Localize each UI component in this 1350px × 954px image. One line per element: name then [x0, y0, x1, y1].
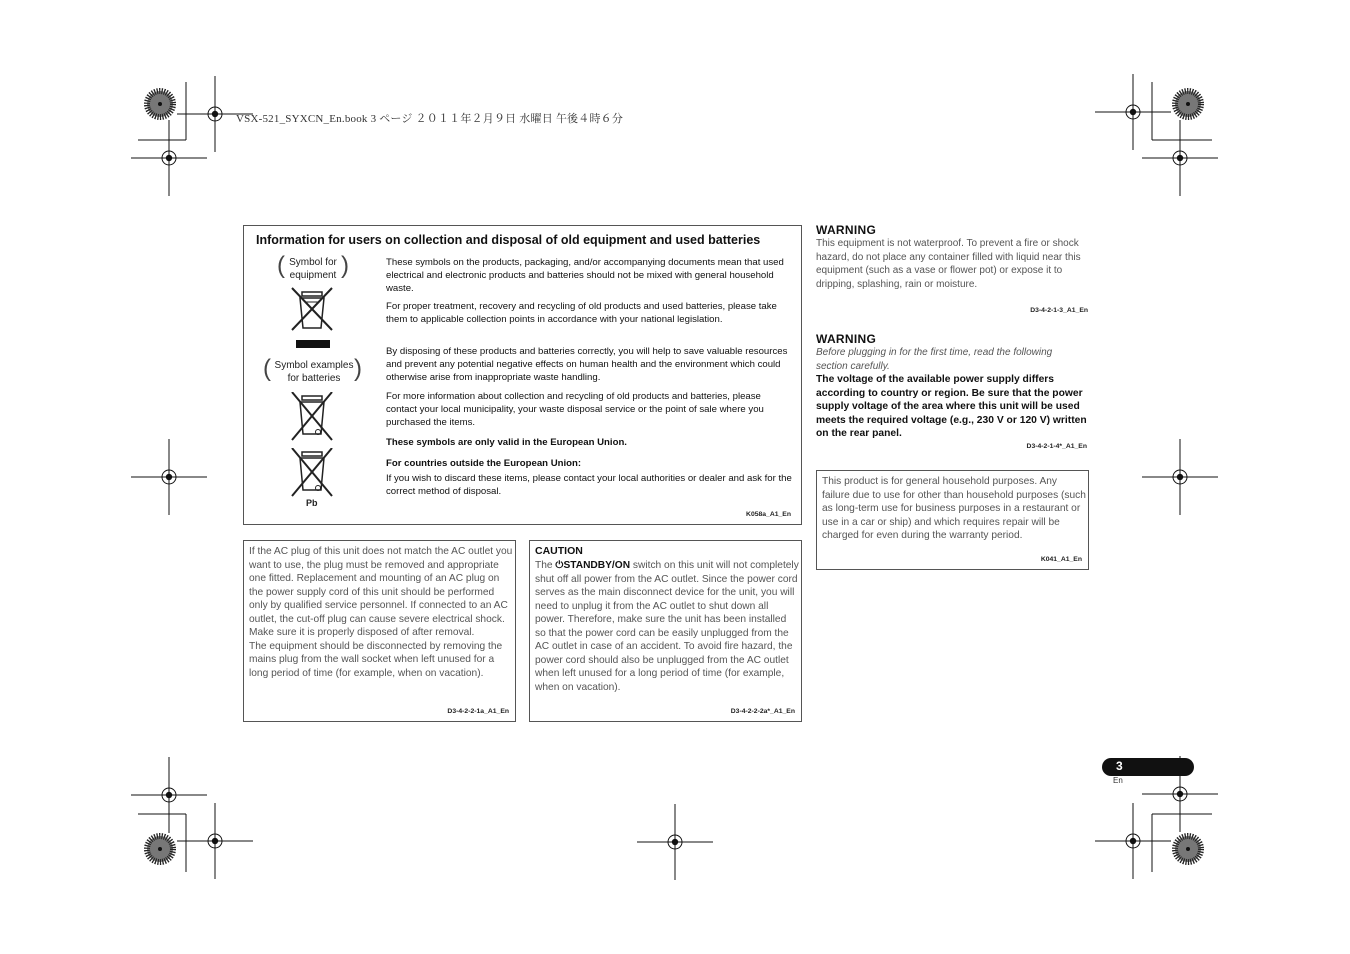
- general-purpose-box: [816, 470, 1089, 570]
- warning-2-heading: WARNING: [816, 332, 877, 346]
- paren-left: (: [277, 252, 285, 279]
- warning-1-text: This equipment is not waterproof. To prevent a fire or shock hazard, do not place any container filled with liquid near this equipment (such as a vase or flower pot) or expose it to dripping, splashing, rain or moisture.: [816, 238, 1081, 290]
- ac-plug-ref: D3-4-2-2-1a_A1_En: [447, 708, 509, 715]
- paren-left-2: (: [263, 355, 271, 382]
- symbol-equipment-label-line2: equipment: [289, 269, 337, 281]
- eu-only-text: These symbols are only valid in the European Union.: [386, 437, 627, 448]
- caution-ref: D3-4-2-2-2a*_A1_En: [730, 708, 795, 715]
- outside-eu-heading-text: For countries outside the European Union:: [386, 458, 582, 469]
- caution-body: switch on this unit will not completely shut off all power from the AC outlet. Since the power cord serves as the main disconnect device for the unit, you will need to unplug it from the AC outlet to shut down all power. Therefore, make sure the unit has been installed so that the power cord can be easily unplugged from the AC outlet in case of an accident. To avoid fire hazard, the power cord should also be unplugged from the AC outlet when left unused for a long period of time (for example, when on vacation).: [535, 560, 799, 693]
- caution-box: [529, 540, 802, 722]
- symbol-batteries-label-line2: for batteries: [287, 372, 341, 384]
- ac-plug-text-2: The equipment should be disconnected by removing the mains plug from the wall socket when left unused for a long period of time (for example, when on vacation).: [249, 640, 503, 679]
- warning-2-ref: D3-4-2-1-4*_A1_En: [1026, 443, 1087, 450]
- disposal-paragraph-1: [386, 257, 794, 295]
- paren-right-2: ): [354, 355, 362, 382]
- outside-eu-heading: [386, 458, 794, 471]
- warning-2-intro: Before plugging in for the first time, read the following section carefully.: [816, 347, 1053, 372]
- page-number: 3: [1116, 759, 1123, 773]
- disposal-info-title: Information for users on collection and disposal of old equipment and used batteries: [256, 233, 761, 247]
- disposal-paragraph-2-text: For proper treatment, recovery and recycling of old products and used batteries, please take them to applicable collection points in accordance with your national legislation.: [386, 301, 777, 325]
- crossed-bin-battery-icon: [290, 392, 336, 442]
- caution-heading: CAUTION: [535, 545, 583, 557]
- general-purpose-text: This product is for general household purposes. Any failure due to use for other than household purposes (such as long-term use for business purposes in a restaurant or use in a car or ship) and which requires repair will be charged for even during the warranty period.: [822, 476, 1086, 541]
- disposal-paragraph-1-text: These symbols on the products, packaging, and/or accompanying documents mean that used electrical and electronic products and batteries should not be mixed with general household waste.: [386, 257, 784, 294]
- disposal-info-box: [243, 225, 802, 525]
- symbol-batteries-label-line1: Symbol examples: [274, 360, 354, 371]
- ac-plug-text: [249, 545, 513, 680]
- caution-text: [535, 559, 799, 694]
- warning-1-ref: D3-4-2-1-3_A1_En: [1030, 307, 1088, 314]
- ac-plug-text-1: If the AC plug of this unit does not match the AC outlet you want to use, the plug must be removed and appropriate one fitted. Replacement and mounting of an AC plug on the power supply cord of this unit should be performed only by qualified service personnel. If connected to an AC outlet, the cut-off plug can cause severe electrical shock. Make sure it is properly disposed of after removal.: [249, 546, 513, 638]
- disposal-paragraph-4: [386, 391, 794, 429]
- standby-on-label: STANDBY/ON: [563, 560, 631, 571]
- power-icon: ⏻: [555, 560, 564, 571]
- crossed-bin-equipment-icon: [290, 286, 336, 350]
- symbol-equipment-label-line1: Symbol for: [289, 257, 337, 268]
- symbol-batteries-label: [268, 360, 360, 385]
- crossed-bin-battery-pb-icon: [290, 448, 336, 498]
- caution-prefix: The: [535, 560, 556, 571]
- paren-right: ): [341, 252, 349, 279]
- ac-plug-box: [243, 540, 516, 722]
- warning-1-heading: WARNING: [816, 223, 877, 237]
- outside-eu-text: If you wish to discard these items, please contact your local authorities or dealer and ask for the correct method of disposal.: [386, 473, 792, 497]
- pb-label: Pb: [306, 498, 318, 508]
- symbol-equipment-label: [280, 257, 346, 282]
- disposal-paragraph-2: [386, 301, 794, 327]
- page-language: En: [1113, 776, 1123, 785]
- disposal-paragraph-3: [386, 346, 794, 384]
- file-header-line: VSX-521_SYXCN_En.book 3 ページ ２０１１年２月９日 水曜日 午後４時６分: [236, 113, 624, 125]
- info-box-ref: K058a_A1_En: [746, 511, 791, 518]
- general-purpose-ref: K041_A1_En: [1040, 556, 1082, 563]
- disposal-paragraph-4-text: For more information about collection and recycling of old products and batteries, please contact your local municipality, your waste disposal service or the point of sale where you purchased the items.: [386, 391, 764, 428]
- eu-only-note: [386, 437, 794, 450]
- warning-2-bold-text: The voltage of the available power supply differs according to country or region. Be sure that the power supply voltage of the area where this unit will be used meets the required voltage (e.g., 230 V or 120 V) written on the rear panel.: [816, 374, 1087, 439]
- outside-eu-paragraph: [386, 473, 794, 499]
- disposal-paragraph-3-text: By disposing of these products and batteries correctly, you will help to save valuable resources and prevent any potential negative effects on human health and the environment which could otherwise arise from inappropriate waste handling.: [386, 346, 788, 383]
